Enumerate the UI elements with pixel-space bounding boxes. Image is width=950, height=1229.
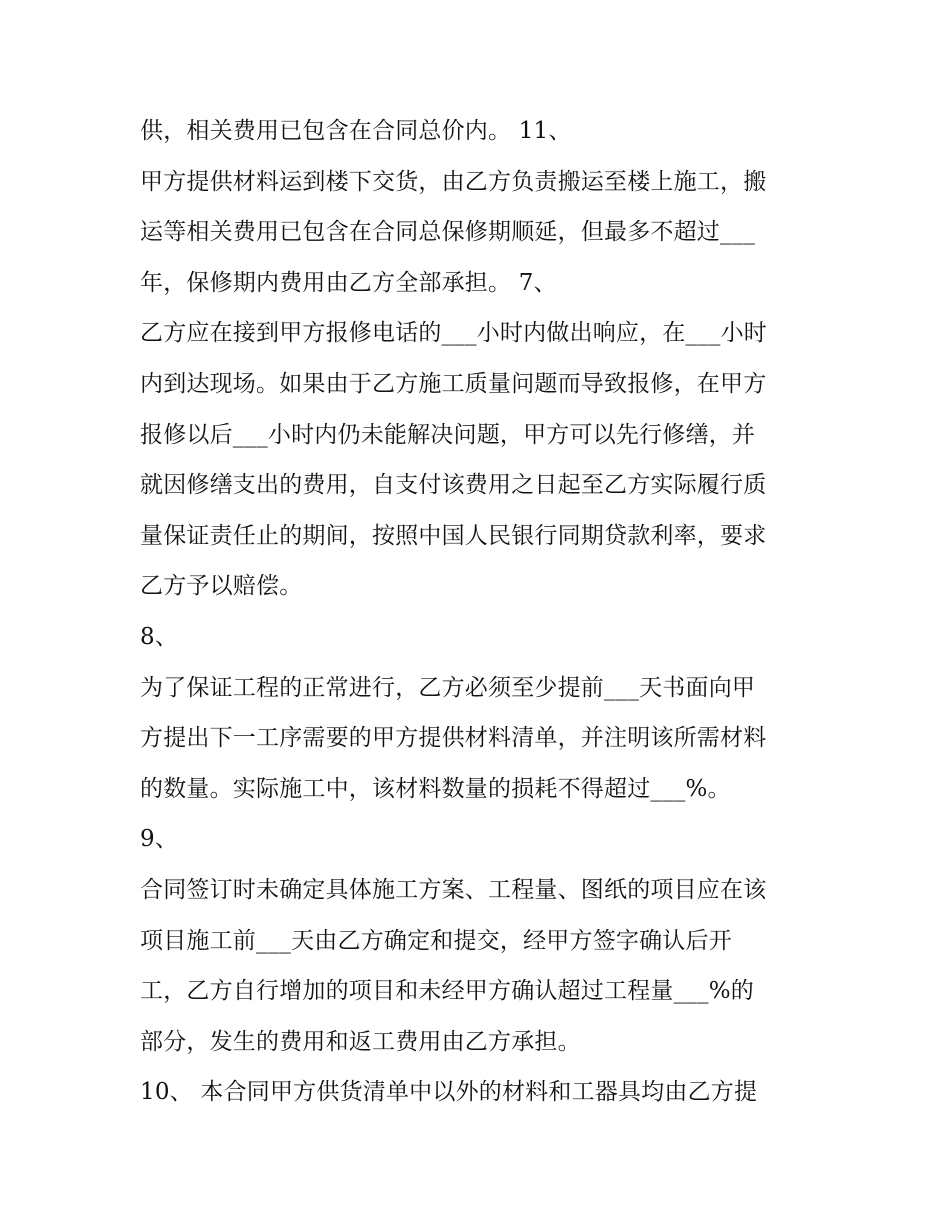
text-line: 合同签订时未确定具体施工方案、工程量、图纸的项目应在该 (140, 876, 767, 903)
text-line: 内到达现场。如果由于乙方施工质量问题而导致报修，在甲方 (140, 370, 767, 397)
text-line: 部分，发生的费用和返工费用由乙方承担。 (140, 1028, 581, 1055)
text-line: 年，保修期内费用由乙方全部承担。 7、 (140, 269, 557, 296)
document-body (140, 106, 830, 1118)
text-line: 项目施工前___天由乙方确定和提交，经甲方签字确认后开 (140, 927, 732, 954)
text-line: 就因修缮支出的费用，自支付该费用之日起至乙方实际履行质 (140, 472, 767, 499)
text-line: 乙方应在接到甲方报修电话的___小时内做出响应，在___小时 (140, 320, 767, 347)
text-line: 供，相关费用已包含在合同总价内。 11、 (140, 118, 572, 144)
text-line: 报修以后___小时内仍未能解决问题，甲方可以先行修缮，并 (140, 421, 756, 448)
section-number: 9、 (140, 826, 179, 853)
section-number: 8、 (140, 623, 179, 650)
text-line: 工，乙方自行增加的项目和未经甲方确认超过工程量___%的 (140, 978, 754, 1005)
text-line: 乙方予以赔偿。 (140, 573, 303, 600)
text-line: 甲方提供材料运到楼下交货，由乙方负责搬运至楼上施工，搬 (140, 168, 767, 195)
text-line: 为了保证工程的正常进行，乙方必须至少提前___天书面向甲 (140, 674, 756, 701)
text-line: 运等相关费用已包含在合同总保修期顺延，但最多不超过___ (140, 219, 756, 246)
text-line: 10、 本合同甲方供货清单中以外的材料和工器具均由乙方提 (140, 1079, 758, 1106)
text-line: 量保证责任止的期间，按照中国人民银行同期贷款利率，要求 (140, 522, 767, 549)
text-line: 的数量。实际施工中，该材料数量的损耗不得超过___%。 (140, 775, 731, 802)
text-line: 方提出下一工序需要的甲方提供材料清单，并注明该所需材料 (140, 725, 767, 752)
